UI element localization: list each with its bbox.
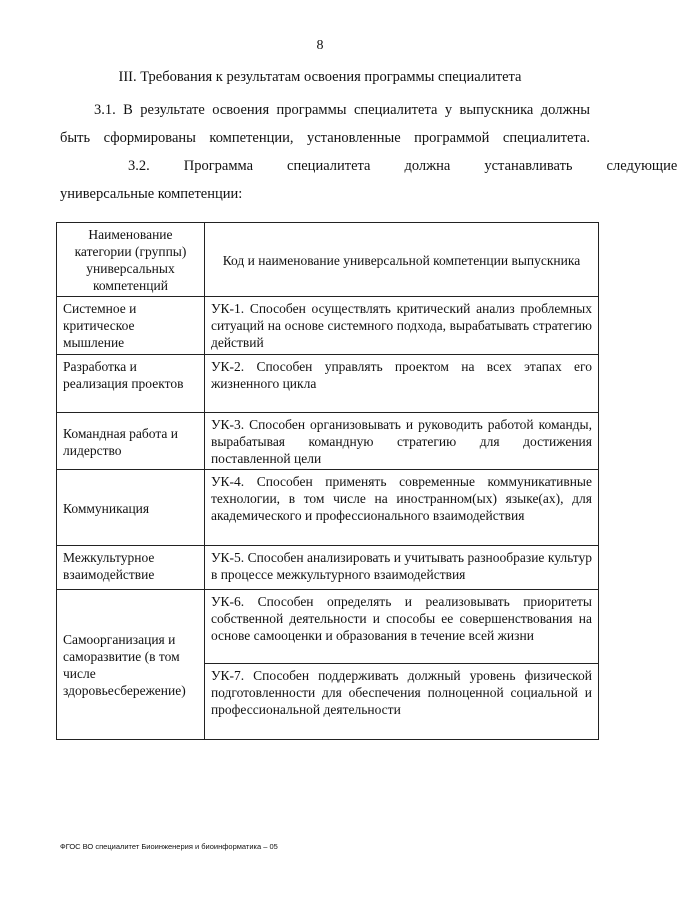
- p2-word: устанавливать: [484, 158, 573, 174]
- competency-cell: УК-7. Способен поддерживать должный уровень физической подготовленности для обеспечения полноценной социальной и профессиональной деятельности: [204, 664, 598, 740]
- p2-word: 3.2.: [128, 158, 150, 174]
- section-heading: III. Требования к результатам освоения программы специалитета: [118, 69, 522, 85]
- table-row: [57, 297, 599, 355]
- table-row: [57, 355, 599, 413]
- competency-cell: УК-3. Способен организовывать и руководить работой команды, вырабатывая командную стратегию для достижения поставленной цели: [204, 413, 598, 470]
- table-row: [57, 546, 599, 590]
- category-cell: Коммуникация: [57, 470, 205, 546]
- competencies-table: [56, 222, 599, 740]
- category-cell: Самоорганизация и саморазвитие (в том числе здоровьесбережение): [57, 590, 205, 740]
- page-number: 8: [316, 38, 324, 53]
- paragraph-3-1: [60, 96, 590, 152]
- table-header-row: [57, 223, 599, 297]
- category-cell: Системное и критическое мышление: [57, 297, 205, 355]
- p2-word: должна: [404, 158, 451, 174]
- footer-note: ФГОС ВО специалитет Биоинженерия и биоинформатика – 05: [60, 842, 278, 851]
- category-cell: Командная работа и лидерство: [57, 413, 205, 470]
- competency-cell: УК-6. Способен определять и реализовывать приоритеты собственной деятельности и способы ее совершенствования на основе самооценки и образования в течение всей жизни: [204, 590, 598, 664]
- category-cell: Межкультурное взаимодействие: [57, 546, 205, 590]
- header-competency: Код и наименование универсальной компетенции выпускника: [204, 223, 598, 297]
- p2-word: следующие: [606, 158, 677, 174]
- competency-cell: УК-1. Способен осуществлять критический анализ проблемных ситуаций на основе системного подхода, вырабатывать стратегию действий: [204, 297, 598, 355]
- competency-cell: УК-2. Способен управлять проектом на всех этапах его жизненного цикла: [204, 355, 598, 413]
- competency-cell: УК-5. Способен анализировать и учитывать разнообразие культур в процессе межкультурного взаимодействия: [204, 546, 598, 590]
- paragraph-3-2-line1: [60, 152, 677, 180]
- paragraph-3-2-line2: универсальные компетенции:: [60, 186, 243, 202]
- p2-word: специалитета: [287, 158, 371, 174]
- category-cell: Разработка и реализация проектов: [57, 355, 205, 413]
- header-category: Наименование категории (группы) универсальных компетенций: [57, 223, 205, 297]
- paragraph-3-2: [60, 152, 677, 208]
- p2-word: Программа: [183, 158, 254, 174]
- paragraph-3-1-text: 3.1. В результате освоения программы специалитета у выпускника должны быть сформированы компетенции, установленные программой специалитета.: [60, 102, 590, 146]
- table-row: [57, 590, 599, 664]
- table-row: [57, 470, 599, 546]
- table-row: [57, 413, 599, 470]
- competency-cell: УК-4. Способен применять современные коммуникативные технологии, в том числе на иностранном(ых) языке(ах), для академического и профессионального взаимодействия: [204, 470, 598, 546]
